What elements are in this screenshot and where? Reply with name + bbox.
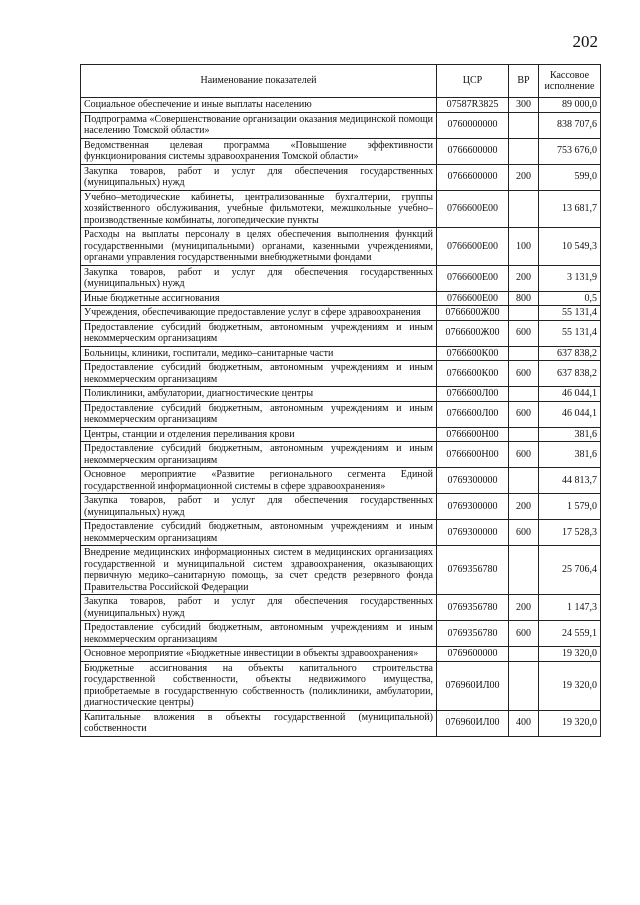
- row-sum-cell: 55 131,4: [539, 306, 601, 321]
- table-row: [81, 138, 601, 164]
- row-vr-cell: 600: [509, 520, 539, 546]
- row-csr-cell: 0766600Е00: [437, 190, 509, 228]
- table-row: [81, 98, 601, 113]
- table-row: [81, 546, 601, 595]
- row-csr-cell: 0769300000: [437, 520, 509, 546]
- table-row: [81, 190, 601, 228]
- row-sum-cell: 1 579,0: [539, 494, 601, 520]
- row-sum-cell: 13 681,7: [539, 190, 601, 228]
- row-name-cell: Учреждения, обеспечивающие предоставление услуг в сфере здравоохранения: [81, 306, 437, 321]
- table-row: [81, 112, 601, 138]
- row-csr-cell: 0769356780: [437, 621, 509, 647]
- row-sum-cell: 44 813,7: [539, 468, 601, 494]
- table-row: [81, 361, 601, 387]
- table-row: [81, 621, 601, 647]
- header-name: Наименование показателей: [81, 65, 437, 98]
- row-csr-cell: 0766600Л00: [437, 387, 509, 402]
- row-vr-cell: 600: [509, 401, 539, 427]
- table-row: [81, 291, 601, 306]
- row-csr-cell: 076960ИЛ00: [437, 710, 509, 736]
- row-csr-cell: 0766600Л00: [437, 401, 509, 427]
- row-name-cell: Предоставление субсидий бюджетным, автономным учреждениям и иным некоммерческим организациям: [81, 401, 437, 427]
- row-sum-cell: 24 559,1: [539, 621, 601, 647]
- row-vr-cell: [509, 306, 539, 321]
- row-name-cell: Иные бюджетные ассигнования: [81, 291, 437, 306]
- row-name-cell: Предоставление субсидий бюджетным, автономным учреждениям и иным некоммерческим организациям: [81, 361, 437, 387]
- table-row: [81, 661, 601, 710]
- row-csr-cell: 0766600Е00: [437, 228, 509, 266]
- row-sum-cell: 19 320,0: [539, 661, 601, 710]
- table-row: [81, 647, 601, 662]
- row-vr-cell: 600: [509, 442, 539, 468]
- row-vr-cell: [509, 647, 539, 662]
- row-sum-cell: 753 676,0: [539, 138, 601, 164]
- row-name-cell: Расходы на выплаты персоналу в целях обеспечения выполнения функций государственными (муниципальными) органами, казенными учреждениями, органами управления государственными внебюджетными фондами: [81, 228, 437, 266]
- row-sum-cell: 19 320,0: [539, 710, 601, 736]
- row-vr-cell: 600: [509, 621, 539, 647]
- row-sum-cell: 599,0: [539, 164, 601, 190]
- row-name-cell: Подпрограмма «Совершенствование организации оказания медицинской помощи населению Томской области»: [81, 112, 437, 138]
- row-sum-cell: 46 044,1: [539, 387, 601, 402]
- row-csr-cell: 0766600К00: [437, 361, 509, 387]
- row-vr-cell: 600: [509, 361, 539, 387]
- row-vr-cell: [509, 546, 539, 595]
- table-row: [81, 346, 601, 361]
- row-name-cell: Закупка товаров, работ и услуг для обеспечения государственных (муниципальных) нужд: [81, 494, 437, 520]
- row-vr-cell: 200: [509, 494, 539, 520]
- row-name-cell: Предоставление субсидий бюджетным, автономным учреждениям и иным некоммерческим организациям: [81, 320, 437, 346]
- row-csr-cell: 0766600000: [437, 164, 509, 190]
- table-row: [81, 494, 601, 520]
- row-name-cell: Предоставление субсидий бюджетным, автономным учреждениям и иным некоммерческим организациям: [81, 520, 437, 546]
- row-vr-cell: 600: [509, 320, 539, 346]
- row-sum-cell: 3 131,9: [539, 265, 601, 291]
- row-csr-cell: 076960ИЛ00: [437, 661, 509, 710]
- row-name-cell: Центры, станции и отделения переливания крови: [81, 427, 437, 442]
- row-name-cell: Закупка товаров, работ и услуг для обеспечения государственных (муниципальных) нужд: [81, 265, 437, 291]
- row-vr-cell: 200: [509, 265, 539, 291]
- row-name-cell: Больницы, клиники, госпитали, медико–санитарные части: [81, 346, 437, 361]
- row-name-cell: Ведомственная целевая программа «Повышение эффективности функционирования системы здравоохранения Томской области»: [81, 138, 437, 164]
- table-row: [81, 164, 601, 190]
- row-csr-cell: 0769356780: [437, 595, 509, 621]
- row-vr-cell: 300: [509, 98, 539, 113]
- table-body: [81, 98, 601, 737]
- row-sum-cell: 637 838,2: [539, 361, 601, 387]
- row-name-cell: Внедрение медицинских информационных систем в медицинских организациях государственной и муниципальной систем здравоохранения, оказывающих первичную медико–санитарную помощь, за счет средств резервного фонда Правительства Российской Федерации: [81, 546, 437, 595]
- row-name-cell: Капитальные вложения в объекты государственной (муниципальной) собственности: [81, 710, 437, 736]
- row-vr-cell: 400: [509, 710, 539, 736]
- header-vr: ВР: [509, 65, 539, 98]
- row-csr-cell: 0766600Ж00: [437, 306, 509, 321]
- row-vr-cell: 800: [509, 291, 539, 306]
- row-sum-cell: 0,5: [539, 291, 601, 306]
- row-name-cell: Закупка товаров, работ и услуг для обеспечения государственных (муниципальных) нужд: [81, 164, 437, 190]
- row-sum-cell: 381,6: [539, 442, 601, 468]
- table-row: [81, 387, 601, 402]
- table-row: [81, 520, 601, 546]
- table-row: [81, 468, 601, 494]
- row-csr-cell: 0760000000: [437, 112, 509, 138]
- row-csr-cell: 0766600000: [437, 138, 509, 164]
- row-csr-cell: 0769600000: [437, 647, 509, 662]
- table-header-row: [81, 65, 601, 98]
- row-vr-cell: [509, 427, 539, 442]
- table-row: [81, 427, 601, 442]
- row-sum-cell: 637 838,2: [539, 346, 601, 361]
- header-csr: ЦСР: [437, 65, 509, 98]
- row-sum-cell: 19 320,0: [539, 647, 601, 662]
- row-sum-cell: 838 707,6: [539, 112, 601, 138]
- row-vr-cell: [509, 387, 539, 402]
- row-vr-cell: 200: [509, 595, 539, 621]
- table-row: [81, 442, 601, 468]
- row-name-cell: Бюджетные ассигнования на объекты капитального строительства государственной собственности, объекты недвижимого имущества, приобретаемые в государственную собственность (поликлиники, амбулатории, диагностические центры): [81, 661, 437, 710]
- row-vr-cell: [509, 112, 539, 138]
- row-vr-cell: [509, 190, 539, 228]
- table-row: [81, 265, 601, 291]
- row-sum-cell: 46 044,1: [539, 401, 601, 427]
- table-row: [81, 595, 601, 621]
- row-csr-cell: 0766600Н00: [437, 427, 509, 442]
- row-csr-cell: 0769300000: [437, 494, 509, 520]
- row-name-cell: Предоставление субсидий бюджетным, автономным учреждениям и иным некоммерческим организациям: [81, 621, 437, 647]
- page-number: 202: [572, 32, 598, 51]
- table-row: [81, 306, 601, 321]
- row-name-cell: Поликлиники, амбулатории, диагностические центры: [81, 387, 437, 402]
- row-csr-cell: 0766600К00: [437, 346, 509, 361]
- row-csr-cell: 0766600Ж00: [437, 320, 509, 346]
- table-row: [81, 710, 601, 736]
- row-csr-cell: 0766600Е00: [437, 291, 509, 306]
- row-sum-cell: 17 528,3: [539, 520, 601, 546]
- row-sum-cell: 89 000,0: [539, 98, 601, 113]
- row-vr-cell: [509, 468, 539, 494]
- row-vr-cell: 200: [509, 164, 539, 190]
- row-vr-cell: [509, 661, 539, 710]
- row-vr-cell: [509, 346, 539, 361]
- row-vr-cell: 100: [509, 228, 539, 266]
- header-sum: Кассовое исполнение: [539, 65, 601, 98]
- table-row: [81, 401, 601, 427]
- row-name-cell: Учебно–методические кабинеты, централизованные бухгалтерии, группы хозяйственного обслуживания, учебные фильмотеки, межшкольные учебно–производственные комбинаты, логопедические пункты: [81, 190, 437, 228]
- row-sum-cell: 1 147,3: [539, 595, 601, 621]
- row-name-cell: Основное мероприятие «Бюджетные инвестиции в объекты здравоохранения»: [81, 647, 437, 662]
- row-csr-cell: 0769300000: [437, 468, 509, 494]
- row-name-cell: Основное мероприятие «Развитие регионального сегмента Единой государственной информационной системы в сфере здравоохранения»: [81, 468, 437, 494]
- row-csr-cell: 0766600Н00: [437, 442, 509, 468]
- row-vr-cell: [509, 138, 539, 164]
- row-csr-cell: 07587R3825: [437, 98, 509, 113]
- row-sum-cell: 55 131,4: [539, 320, 601, 346]
- table-row: [81, 320, 601, 346]
- row-sum-cell: 381,6: [539, 427, 601, 442]
- row-name-cell: Закупка товаров, работ и услуг для обеспечения государственных (муниципальных) нужд: [81, 595, 437, 621]
- row-name-cell: Предоставление субсидий бюджетным, автономным учреждениям и иным некоммерческим организациям: [81, 442, 437, 468]
- row-name-cell: Социальное обеспечение и иные выплаты населению: [81, 98, 437, 113]
- row-csr-cell: 0766600Е00: [437, 265, 509, 291]
- row-sum-cell: 10 549,3: [539, 228, 601, 266]
- budget-table: [80, 64, 601, 737]
- row-csr-cell: 0769356780: [437, 546, 509, 595]
- row-sum-cell: 25 706,4: [539, 546, 601, 595]
- table-row: [81, 228, 601, 266]
